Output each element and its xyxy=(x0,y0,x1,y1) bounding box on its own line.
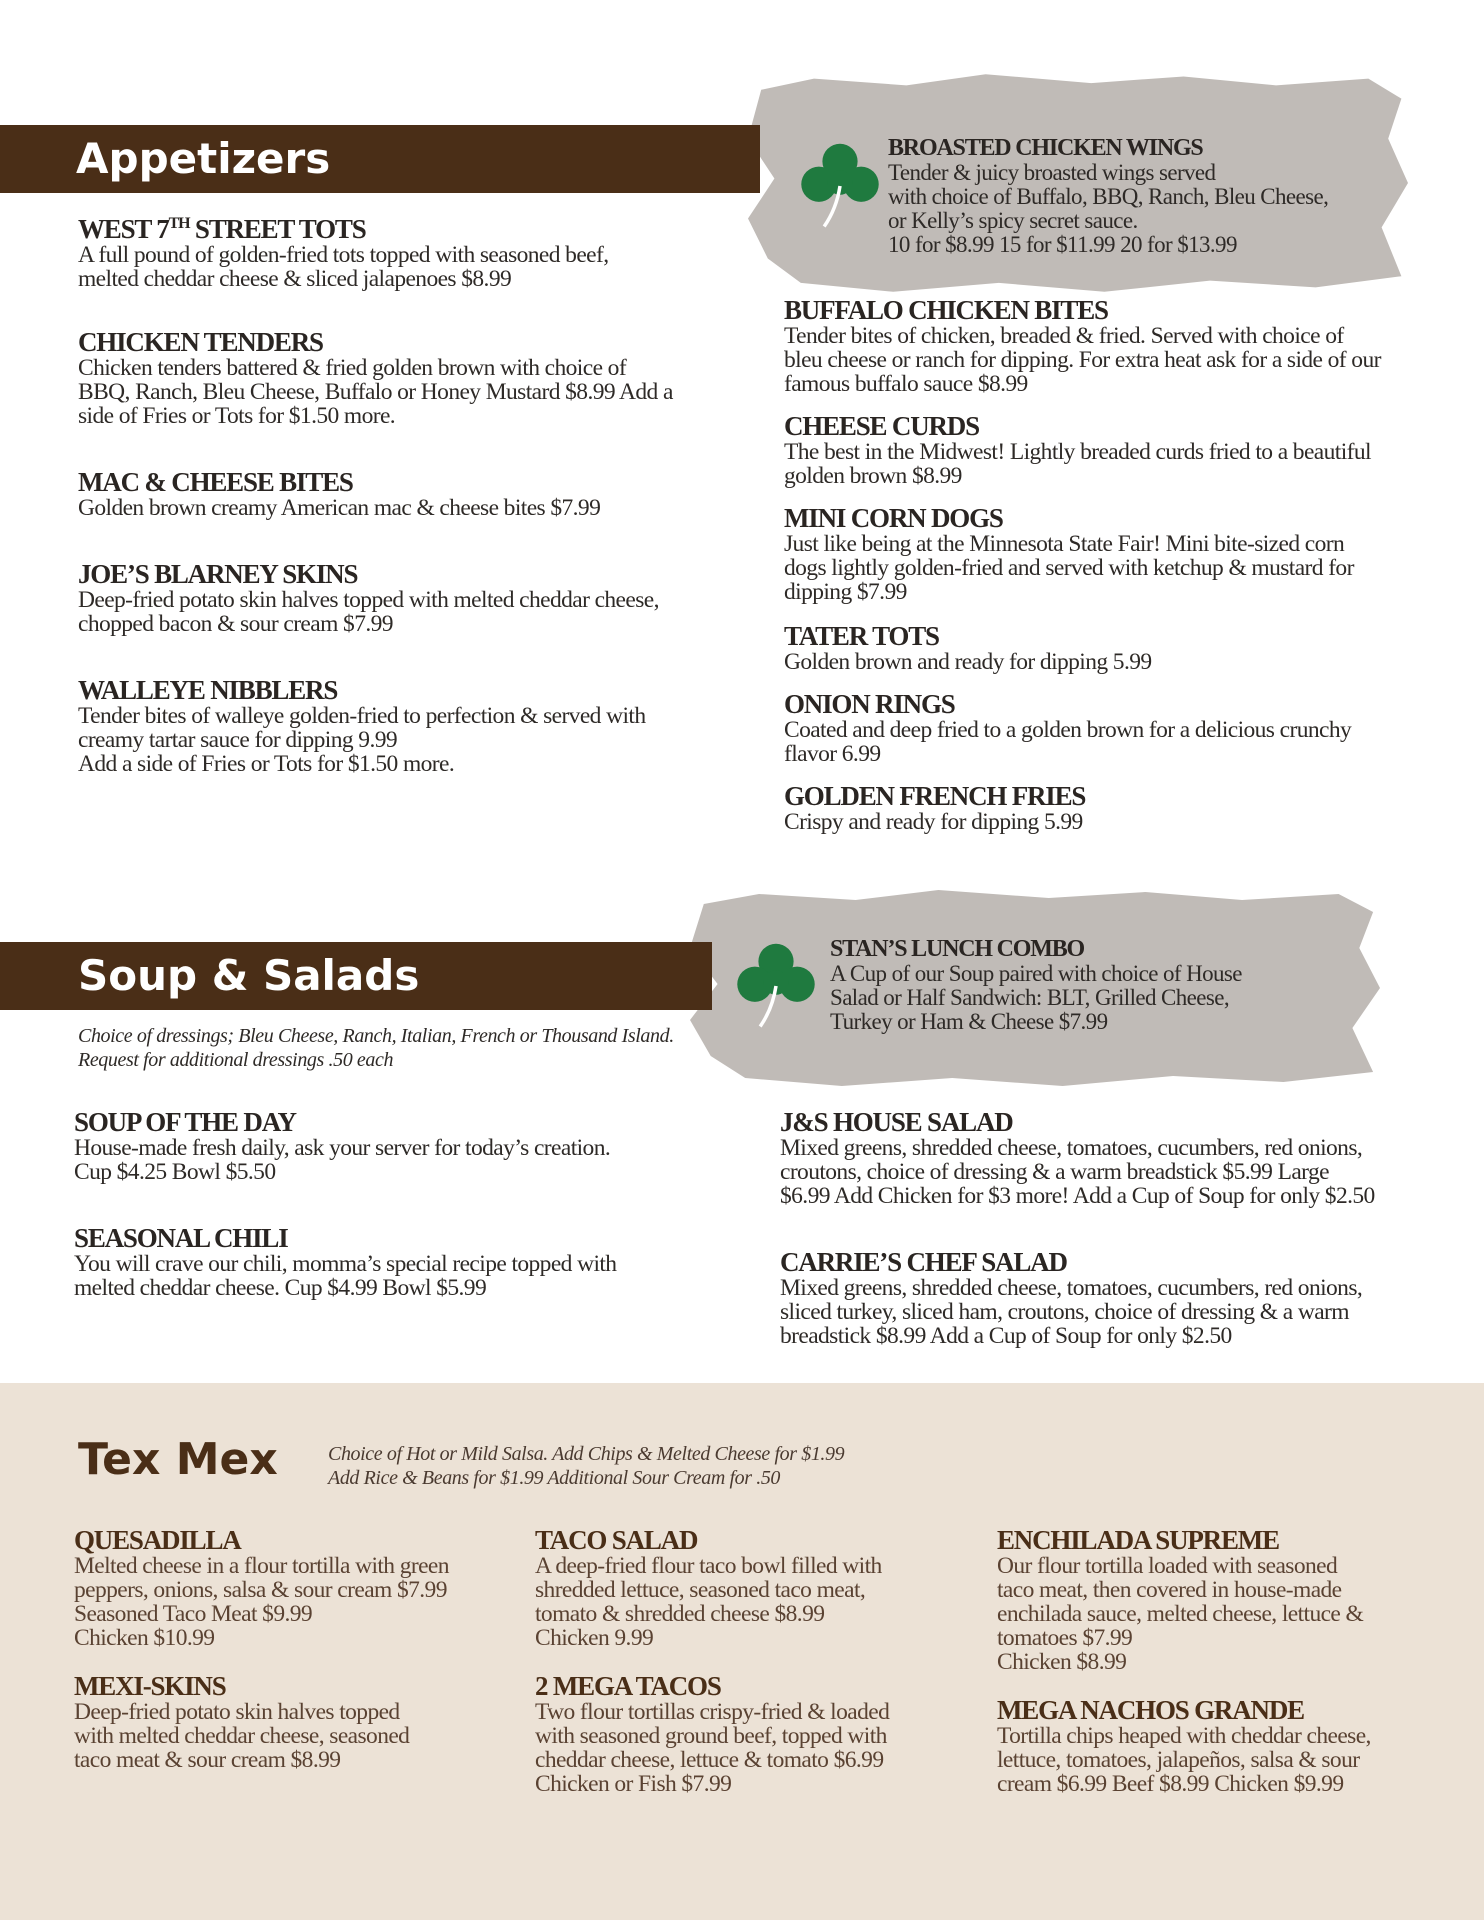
menu-item-broasted-wings xyxy=(888,136,1328,257)
item-name: CHICKEN TENDERS xyxy=(78,327,323,357)
menu-item-golden-french-fries xyxy=(784,782,1085,834)
menu-item-blarney-skins xyxy=(78,560,659,636)
item-name: 2 MEGA TACOS xyxy=(535,1671,721,1701)
soup-salads-heading: Soup & Salads xyxy=(78,951,420,1000)
item-name: GOLDEN FRENCH FRIES xyxy=(784,781,1086,811)
item-name: CHEESE CURDS xyxy=(784,411,979,441)
item-desc: Mixed greens, shredded cheese, tomatoes, cucumbers, red onions, croutons, choice of dressing & a warm breadstick $5.99 Large $6.99 Add Chicken for $3 more! Add a Cup of Soup for only $2.50 xyxy=(780,1135,1375,1209)
item-desc: Deep-fried potato skin halves topped with melted cheddar cheese, chopped bacon & sour cream $7.99 xyxy=(78,587,659,637)
item-desc: Golden brown creamy American mac & cheese bites $7.99 xyxy=(78,495,601,521)
item-desc: You will crave our chili, momma’s special recipe topped with melted cheddar cheese. Cup $4.99 Bowl $5.99 xyxy=(74,1251,617,1301)
shamrock-icon xyxy=(796,142,884,230)
item-name: MAC & CHEESE BITES xyxy=(78,467,353,497)
menu-item-cheese-curds xyxy=(784,412,1371,488)
superscript-th: TH xyxy=(168,215,190,232)
item-desc: Deep-fried potato skin halves topped with melted cheddar cheese, seasoned taco meat & sour cream $8.99 xyxy=(74,1699,410,1773)
item-desc: Tender & juicy broasted wings served with choice of Buffalo, BBQ, Ranch, Bleu Cheese, or Kelly’s spicy secret sauce. 10 for $8.99 15 for $11.99 20 for $13.99 xyxy=(888,160,1329,257)
item-desc: A deep-fried flour taco bowl filled with shredded lettuce, seasoned taco meat, tomato & shredded cheese $8.99 Chicken 9.99 xyxy=(535,1553,882,1651)
menu-item-onion-rings xyxy=(784,690,1351,766)
item-name: STAN’S LUNCH COMBO xyxy=(830,936,1084,962)
item-desc: Tender bites of chicken, breaded & fried. Served with choice of bleu cheese or ranch for dipping. For extra heat ask for a side of our famous buffalo sauce $8.99 xyxy=(784,323,1381,397)
item-name: MEXI-SKINS xyxy=(74,1671,226,1701)
item-desc: Chicken tenders battered & fried golden brown with choice of BBQ, Ranch, Bleu Cheese, Buffalo or Honey Mustard $8.99 Add a side of Fries or Tots for $1.50 more. xyxy=(78,355,673,429)
item-name: WEST 7TH STREET TOTS xyxy=(78,214,366,244)
item-desc: Two flour tortillas crispy-fried & loaded with seasoned ground beef, topped with cheddar cheese, lettuce & tomato $6.99 Chicken or Fish $7.99 xyxy=(535,1699,890,1797)
item-name: SEASONAL CHILI xyxy=(74,1223,288,1253)
item-name: BROASTED CHICKEN WINGS xyxy=(888,135,1203,161)
item-desc: Mixed greens, shredded cheese, tomatoes, cucumbers, red onions, sliced turkey, sliced ham, croutons, choice of dressing & a warm breadstick $8.99 Add a Cup of Soup for only $2.50 xyxy=(780,1275,1363,1349)
menu-item-tater-tots xyxy=(784,622,1152,674)
item-name: BUFFALO CHICKEN BITES xyxy=(784,295,1108,325)
item-name: QUESADILLA xyxy=(74,1525,241,1555)
tex-mex-heading: Tex Mex xyxy=(78,1434,278,1485)
item-desc: Melted cheese in a flour tortilla with green peppers, onions, salsa & sour cream $7.99 Seasoned Taco Meat $9.99 Chicken $10.99 xyxy=(74,1553,449,1651)
menu-item-mega-tacos xyxy=(535,1672,889,1796)
menu-item-seasonal-chili xyxy=(74,1224,616,1300)
item-name: SOUP OF THE DAY xyxy=(74,1107,296,1137)
menu-item-quesadilla xyxy=(74,1526,449,1650)
item-name: JOE’S BLARNEY SKINS xyxy=(78,559,358,589)
item-desc: A Cup of our Soup paired with choice of House Salad or Half Sandwich: BLT, Grilled Cheese, Turkey or Ham & Cheese $7.99 xyxy=(830,961,1242,1034)
shamrock-icon xyxy=(732,942,820,1030)
item-name: CARRIE’S CHEF SALAD xyxy=(780,1247,1067,1277)
item-desc: A full pound of golden-fried tots topped with seasoned beef, melted cheddar cheese & sliced jalapenoes $8.99 xyxy=(78,242,609,292)
menu-item-house-salad xyxy=(780,1108,1375,1208)
item-desc: Tender bites of walleye golden-fried to perfection & served with creamy tartar sauce for dipping 9.99 Add a side of Fries or Tots for $1.50 more. xyxy=(78,703,646,777)
item-desc: Just like being at the Minnesota State Fair! Mini bite-sized corn dogs lightly golden-fried and served with ketchup & mustard for dipping $7.99 xyxy=(784,531,1354,605)
menu-item-soup-of-the-day xyxy=(74,1108,610,1184)
menu-item-mini-corn-dogs xyxy=(784,504,1354,604)
item-name: WALLEYE NIBBLERS xyxy=(78,675,338,705)
item-name: ONION RINGS xyxy=(784,689,955,719)
menu-item-taco-salad xyxy=(535,1526,882,1650)
menu-item-walleye-nibblers xyxy=(78,676,645,776)
menu-item-enchilada-supreme xyxy=(997,1526,1363,1674)
menu-item-chef-salad xyxy=(780,1248,1362,1348)
item-name: MEGA NACHOS GRANDE xyxy=(997,1695,1304,1725)
item-desc: Crispy and ready for dipping 5.99 xyxy=(784,809,1083,835)
item-desc: Tortilla chips heaped with cheddar cheese, lettuce, tomatoes, jalapeños, salsa & sour cream $6.99 Beef $8.99 Chicken $9.99 xyxy=(997,1723,1371,1797)
tex-mex-note: Choice of Hot or Mild Salsa. Add Chips & Melted Cheese for $1.99 Add Rice & Beans for $1.99 Additional Sour Cream for .50 xyxy=(328,1443,845,1489)
menu-item-buffalo-chicken-bites xyxy=(784,296,1381,396)
item-name: TATER TOTS xyxy=(784,621,939,651)
menu-item-chicken-tenders xyxy=(78,328,673,428)
menu-item-mac-cheese-bites xyxy=(78,468,600,520)
dressings-note: Choice of dressings; Bleu Cheese, Ranch, Italian, French or Thousand Island. Request for additional dressings .50 each xyxy=(78,1025,674,1071)
menu-item-mexi-skins xyxy=(74,1672,409,1772)
item-desc: Our flour tortilla loaded with seasoned taco meat, then covered in house-made enchilada sauce, melted cheese, lettuce & tomatoes $7.99 Chicken $8.99 xyxy=(997,1553,1364,1675)
item-name: TACO SALAD xyxy=(535,1525,698,1555)
appetizers-band xyxy=(0,125,760,193)
item-desc: Coated and deep fried to a golden brown for a delicious crunchy flavor 6.99 xyxy=(784,717,1352,767)
menu-item-mega-nachos-grande xyxy=(997,1696,1371,1796)
menu-item-lunch-combo xyxy=(830,937,1242,1034)
item-name: ENCHILADA SUPREME xyxy=(997,1525,1279,1555)
item-desc: Golden brown and ready for dipping 5.99 xyxy=(784,649,1152,675)
soup-salads-band xyxy=(0,942,712,1010)
appetizers-heading: Appetizers xyxy=(76,134,331,183)
item-desc: The best in the Midwest! Lightly breaded curds fried to a beautiful golden brown $8.99 xyxy=(784,439,1371,489)
item-name: MINI CORN DOGS xyxy=(784,503,1003,533)
menu-item-west-7th-tots xyxy=(78,210,609,291)
item-name: J&S HOUSE SALAD xyxy=(780,1107,1013,1137)
item-desc: House-made fresh daily, ask your server for today’s creation. Cup $4.25 Bowl $5.50 xyxy=(74,1135,611,1185)
